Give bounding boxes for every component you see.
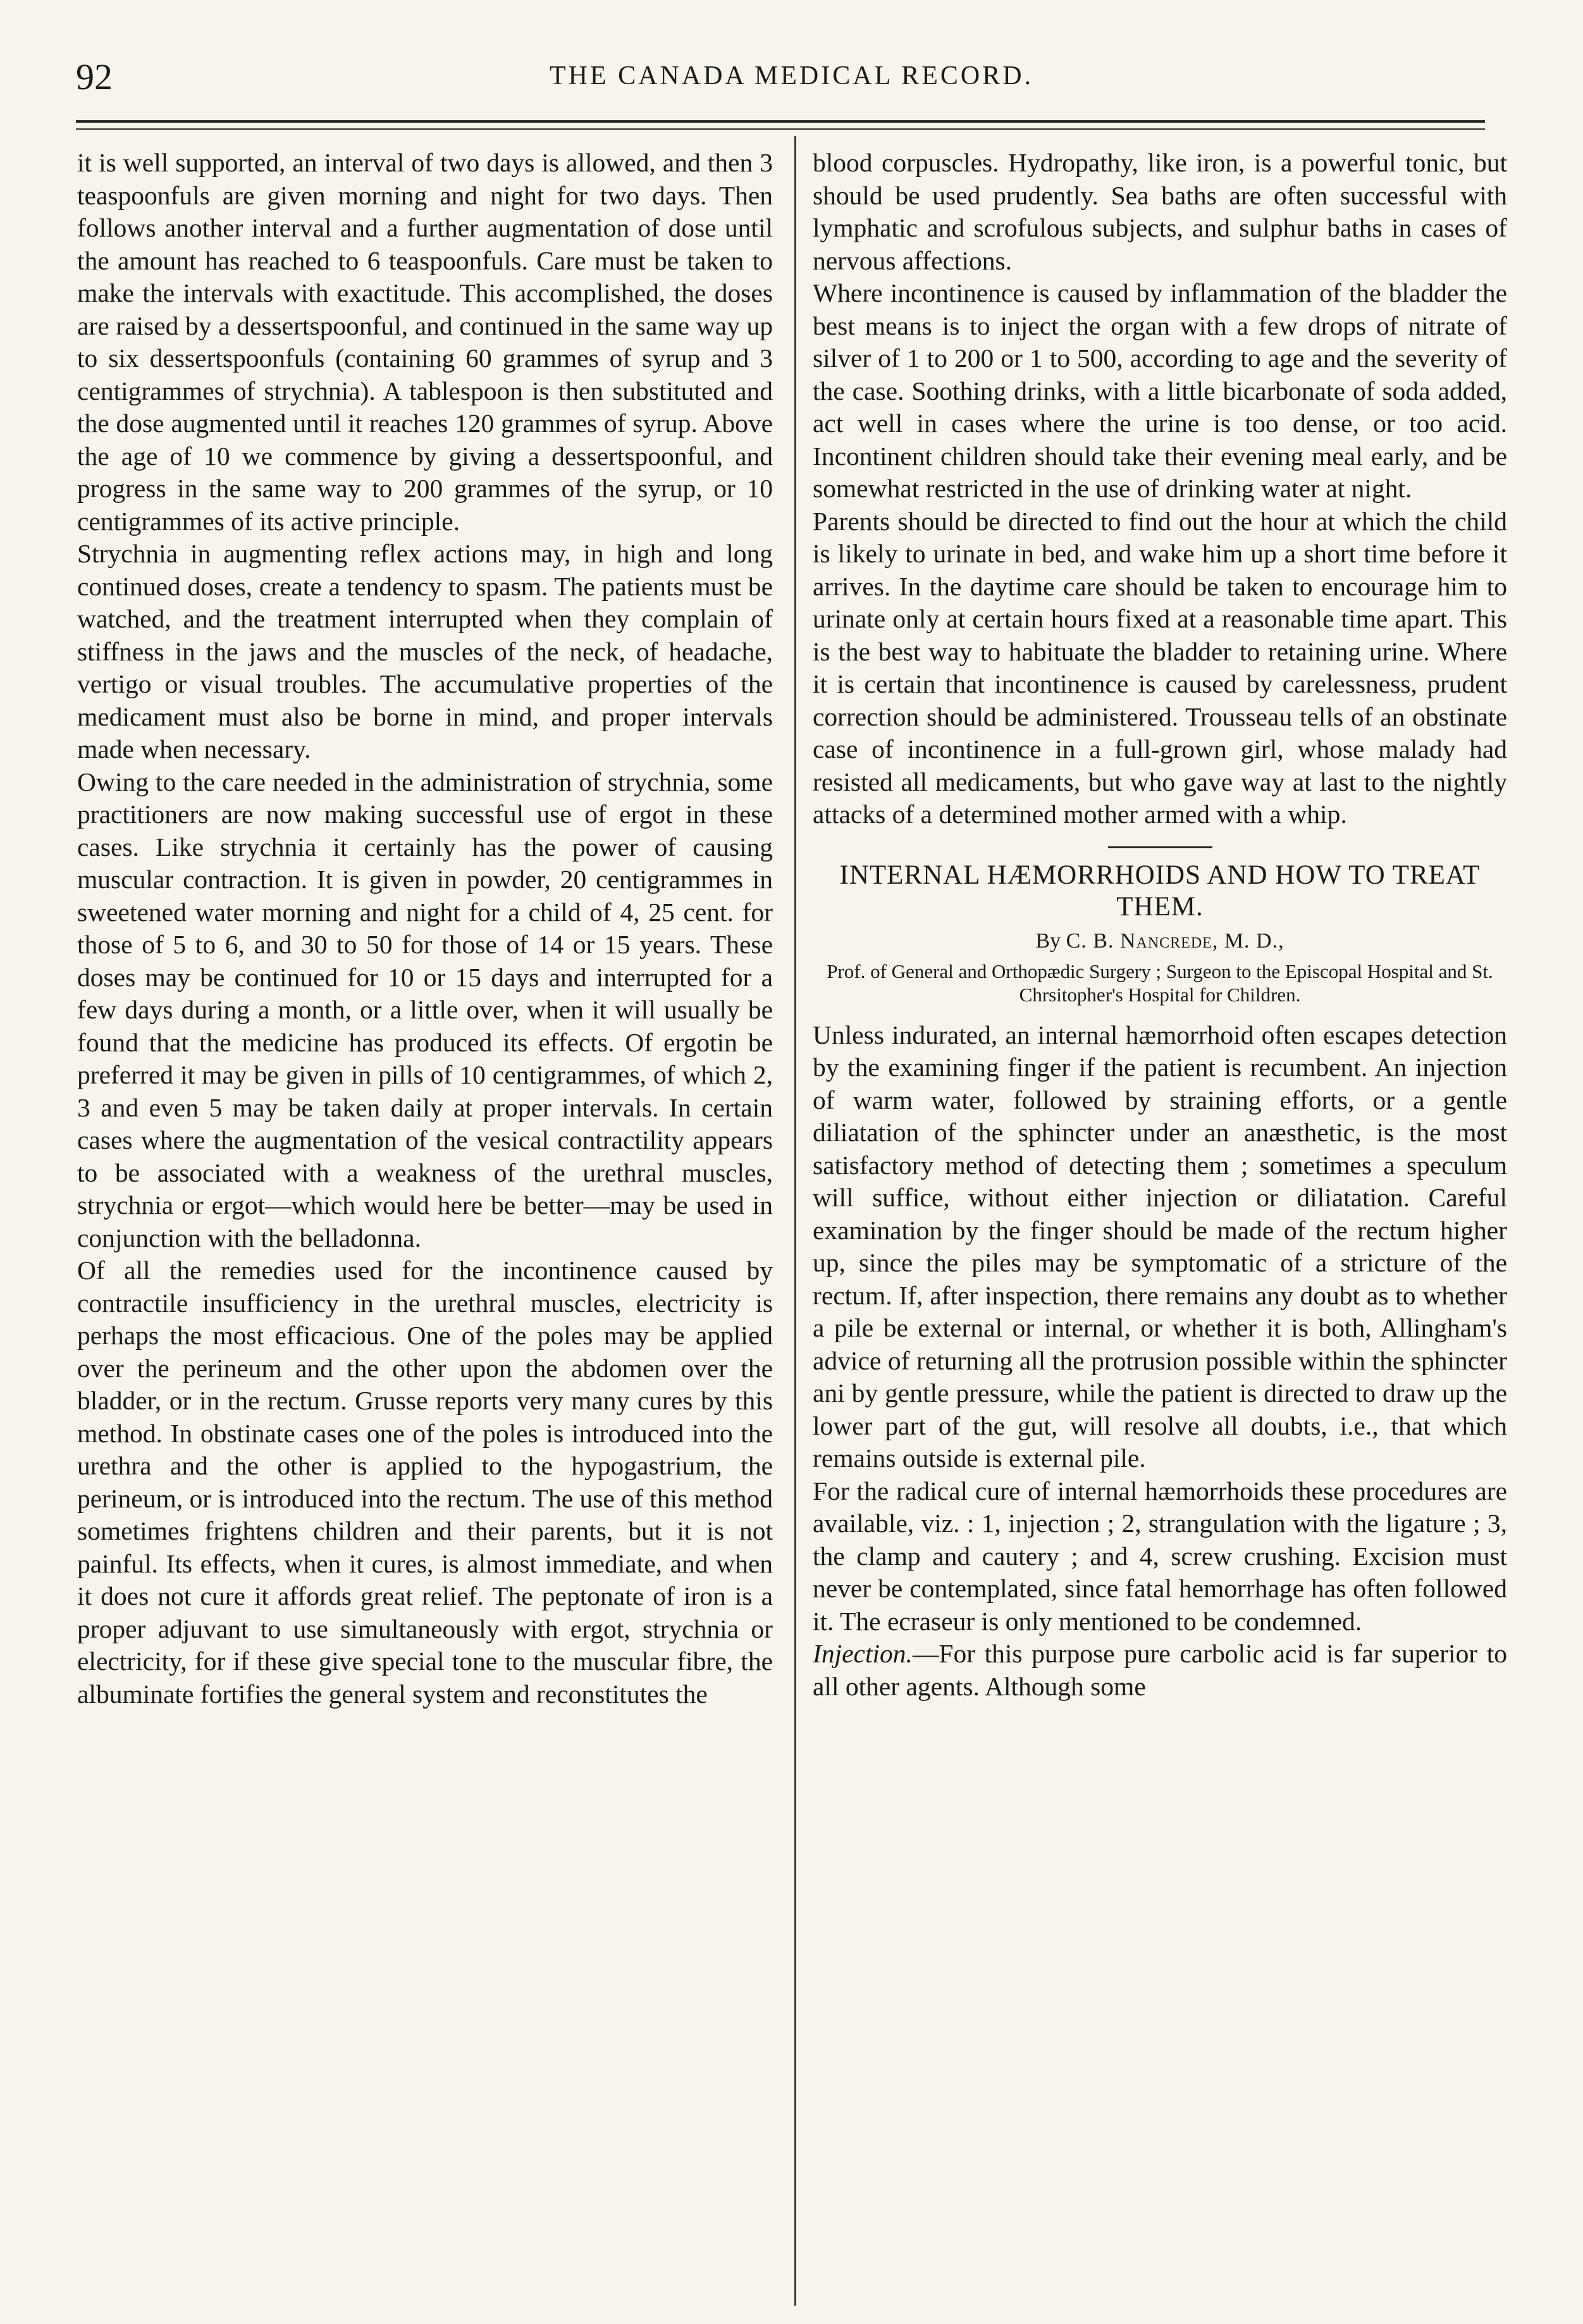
left-paragraph-1: it is well supported, an interval of two days is allowed, and then 3 teaspoonfuls are given morning and night for two days. Then follows another interval and a further augmentation of dose until the amount has reached to 6 teaspoonfuls. Care must be taken to make the intervals with exactitude. This accomplished, the doses are raised by a dessertspoonful, and continued in the same way up to six dessertspoonfuls (containing 60 grammes of syrup and 3 centigrammes of strychnia). A tablespoon is then substituted and the dose augmented until it reaches 120 grammes of syrup. Above the age of 10 we commence by giving a dessertspoonful, and progress in the same way to 200 grammes of the syrup, or 10 centigrammes of its active principle.	[77, 148, 773, 536]
right-paragraph-6	[813, 1638, 1507, 1703]
byline-prefix: By	[1035, 929, 1061, 953]
running-head	[76, 56, 1507, 100]
author-affiliation: Prof. of General and Orthopædic Surgery ; Surgeon to the Episcopal Hospital and St. Chrsitopher's Hospital for Children.	[827, 960, 1493, 1006]
injection-lead: Injection.	[813, 1639, 913, 1668]
header-double-rule	[76, 120, 1485, 130]
journal-title: THE CANADA MEDICAL RECORD.	[549, 61, 1034, 90]
section-divider-rule	[1108, 846, 1212, 848]
right-paragraph-2: Where incontinence is caused by inflammation of the bladder the best means is to inject the organ with a few drops of nitrate of silver of 1 to 200 or 1 to 500, according to age and the severity of the case. Soothing drinks, with a little bicarbonate of soda added, act well in cases where the urine is too dense, or too acid. Incontinent children should take their evening meal early, and be somewhat restricted in the use of drinking water at night.	[813, 278, 1507, 503]
article-byline	[813, 927, 1507, 956]
left-paragraph-3: Owing to the care needed in the administration of strychnia, some practitioners are now making successful use of ergot in these cases. Like strychnia it certainly has the power of causing muscular contraction. It is given in powder, 20 centigrammes in sweetened water morning and night for a child of 4, 25 cent. for those of 5 to 6, and 30 to 50 for those of 14 or 15 years. These doses may be continued for 10 or 15 days and interrupted for a few days during a month, or a little over, when it will usually be found that the medicine has produced its effects. Of ergotin be preferred it may be given in pills of 10 centigrammes, of which 2, 3 and even 5 may be taken daily at proper intervals. In certain cases where the augmentation of the vesical contractility appears to be associated with a weakness of the urethral muscles, strychnia or ergot—which would here be better—may be used in conjunction with the belladonna.	[77, 767, 773, 1252]
left-paragraph-4: Of all the remedies used for the incontinence caused by contractile insufficiency in the urethral muscles, electricity is perhaps the most efficacious. One of the poles may be applied over the perineum and the other upon the abdomen over the bladder, or in the rectum. Grusse reports very many cures by this method. In obstinate cases one of the poles is introduced into the urethra and the other is applied to the hypogastrium, the perineum, or is introduced into the rectum. The use of this method sometimes frightens children and their parents, but it is not painful. Its effects, when it cures, is almost immediate, and when it does not cure it affords great relief. The peptonate of iron is a proper adjuvant to use simultaneously with ergot, strychnia or electricity, for if these give special tone to the muscular fibre, the albuminate fortifies the general system and reconstitutes the	[77, 1256, 773, 1709]
article-title: INTERNAL HÆMORRHOIDS AND HOW TO TREAT THEM.	[839, 860, 1481, 922]
injection-text: —For this purpose pure carbolic acid is far superior to all other agents. Although some	[813, 1639, 1507, 1701]
right-paragraph-4: Unless indurated, an internal hæmorrhoid often escapes detection by the examining finger if the patient is recumbent. An injection of warm water, followed by straining efforts, or a gentle diliatation of the sphincter under an anæsthetic, is the most satisfactory method of detecting them ; sometimes a speculum will suffice, without either injection or diliatation. Careful examination by the finger should be made of the rectum higher up, since the piles may be symptomatic of a stricture of the rectum. If, after inspection, there remains any doubt as to whether a pile be external or internal, or whether it is both, Allingham's advice of returning all the protrusion possible within the sphincter ani by gentle pressure, while the patient is directed to draw up the lower part of the gut, will resolve all doubts, i.e., that which remains outside is external pile.	[813, 1020, 1507, 1473]
right-column	[813, 147, 1507, 1703]
left-paragraph-2: Strychnia in augmenting reflex actions may, in high and long continued doses, create a tendency to spasm. The patients must be watched, and the treatment interrupted when they complain of stiffness in the jaws and the muscles of the neck, of headache, vertigo or visual troubles. The accumulative properties of the medicament must also be borne in mind, and proper intervals made when necessary.	[77, 539, 773, 763]
right-paragraph-5: For the radical cure of internal hæmorrhoids these procedures are available, viz. : 1, injection ; 2, strangulation with the ligature ; 3, the clamp and cautery ; and 4, screw crushing. Excision must never be contemplated, since fatal hemorrhage has often followed it. The ecraseur is only mentioned to be condemned.	[813, 1476, 1507, 1636]
column-divider	[794, 136, 796, 2306]
right-paragraph-3: Parents should be directed to find out the hour at which the child is likely to urinate in bed, and wake him up a short time before it arrives. In the daytime care should be taken to encourage him to urinate only at certain hours fixed at a reasonable time apart. This is the best way to habituate the bladder to retaining urine. Where it is certain that incontinence is caused by carelessness, prudent correction should be administered. Trousseau tells of an obstinate case of incontinence in a full-grown girl, whose malady had resisted all medicaments, but who gave way at last to the nightly attacks of a determined mother armed with a whip.	[813, 506, 1507, 829]
byline-author: C. B. Nancrede, M. D.,	[1066, 929, 1284, 953]
right-paragraph-1: blood corpuscles. Hydropathy, like iron, is a powerful tonic, but should be used prudently. Sea baths are often successful with lymphatic and scrofulous subjects, and sulphur baths in cases of nervous affections.	[813, 148, 1507, 275]
left-column	[77, 147, 773, 1710]
page-number: 92	[76, 56, 113, 97]
